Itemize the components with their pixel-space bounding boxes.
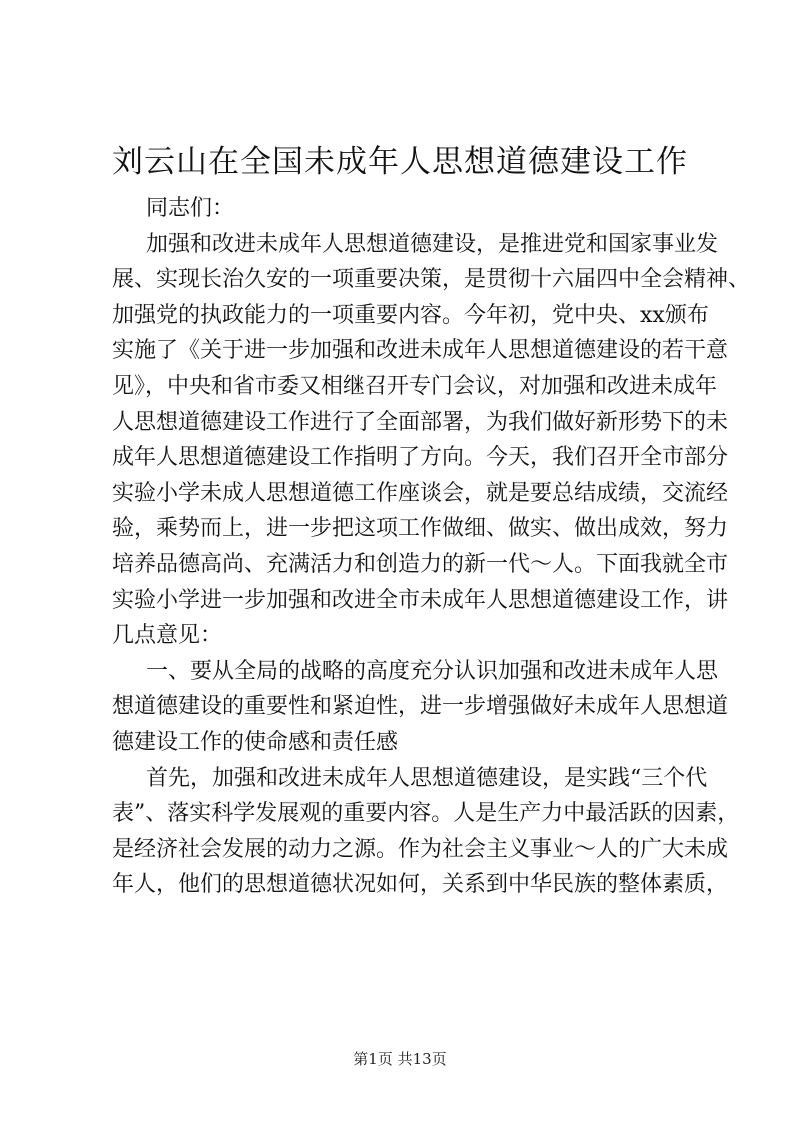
paragraph-line: 首先，加强和改进未成年人思想道德建设，是实践“三个代 [146,765,708,791]
salutation-line: 同志们： [146,196,235,221]
page-number-footer: 第1页 共13页 [353,1050,447,1068]
section-heading-line: 想道德建设的重要性和紧迫性，进一步增强做好未成年人思想道 [112,694,729,720]
section-heading-line: 一、要从全局的战略的高度充分认识加强和改进未成年人思 [146,658,719,684]
paragraph-line: 见》，中央和省市委又相继召开专门会议，对加强和改进未成年 [112,373,718,399]
paragraph-line: 是经济社会发展的动力之源。作为社会主义事业～人的广大未成 [112,836,729,862]
paragraph-line: 培养品德高尚、充满活力和创造力的新一代～人。下面我就全市 [112,551,729,577]
document-body [112,191,751,903]
paragraph-line: 验，乘势而上，进一步把这项工作做细、做实、做出成效，努力 [112,516,729,542]
paragraph-line: 几点意见： [112,623,223,649]
paragraph-line: 实验小学进一步加强和改进全市未成年人思想道德建设工作，讲 [112,587,729,613]
paragraph-line: 加强和改进未成年人思想道德建设，是推进党和国家事业发 [146,231,719,257]
paragraph-line: 年人，他们的思想道德状况如何，关系到中华民族的整体素质， [112,872,729,898]
paragraph-line: 实施了《关于进一步加强和改进未成年人思想道德建设的若干意 [112,338,729,364]
document-title: 刘云山在全国未成年人思想道德建设工作 [112,144,688,180]
paragraph-line: 表”、落实科学发展观的重要内容。人是生产力中最活跃的因素， [112,801,740,827]
paragraph-line: 实验小学未成人思想道德工作座谈会，就是要总结成绩，交流经 [112,480,729,506]
paragraph-line: 展、实现长治久安的一项重要决策，是贯彻十六届四中全会精神、 [112,267,751,293]
paragraph-line: 人思想道德建设工作进行了全面部署，为我们做好新形势下的未 [112,409,729,435]
paragraph-line: 成年人思想道德建设工作指明了方向。今天，我们召开全市部分 [112,445,729,471]
paragraph-line: 加强党的执政能力的一项重要内容。今年初，党中央、xx颁布 [112,302,709,328]
section-heading-line: 德建设工作的使命感和责任感 [112,729,399,755]
